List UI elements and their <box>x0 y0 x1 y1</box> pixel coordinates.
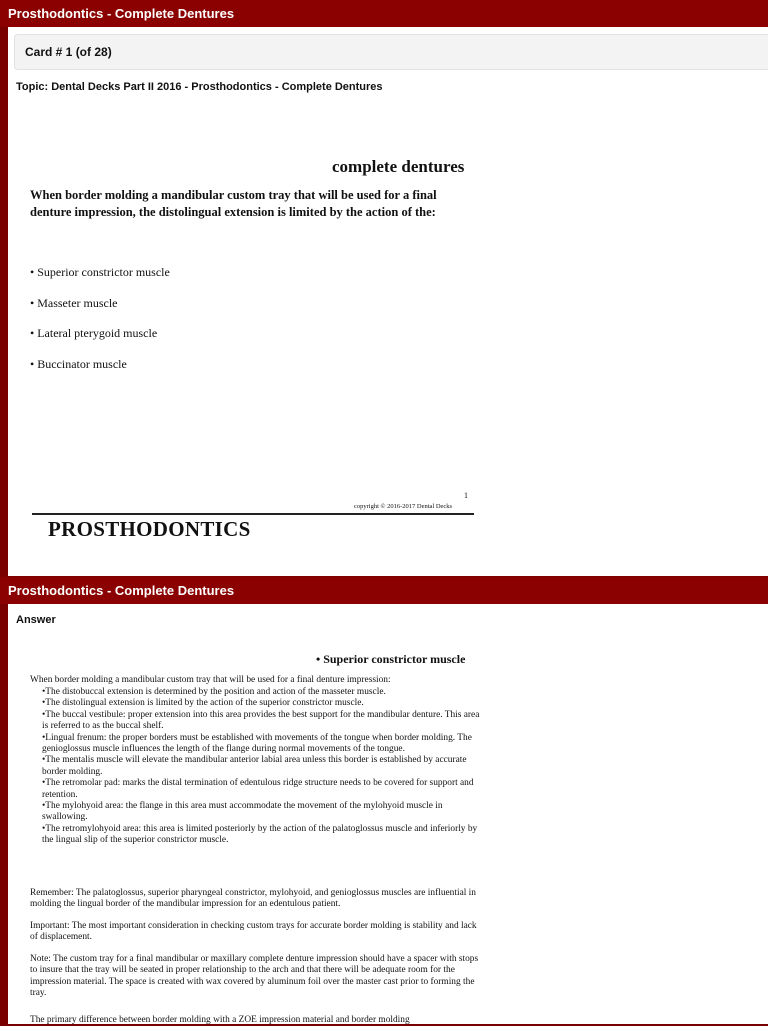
card-counter: Card # 1 (of 28) <box>14 34 768 70</box>
page-number: 1 <box>464 491 468 500</box>
list-item: • The distobuccal extension is determined by the position and action of the masseter muscle. <box>30 687 482 698</box>
answer-intro: When border molding a mandibular custom tray that will be used for a final denture impression: <box>30 675 391 685</box>
card-back-panel <box>0 577 768 1024</box>
option-item: • Lateral pterygoid muscle <box>30 326 158 340</box>
divider-rule <box>32 513 474 515</box>
copyright-notice: copyright © 2016-2017 Dental Decks <box>354 503 453 510</box>
list-item: • Lingual frenum: the proper borders must be established with movements of the tongue when border molding. The genioglossus muscle influences the length of the flange during normal movements of the tongue. <box>30 733 482 756</box>
list-item: • The retromolar pad: marks the distal termination of edentulous ridge structure needs to be covered for support and retention. <box>30 778 482 801</box>
list-item: • The retromylohyoid area: this area is limited posteriorly by the action of the palatoglossus muscle and inferiorly by the lingual slip of the superior constrictor muscle. <box>30 824 482 847</box>
list-item: • The buccal vestibule: proper extension into this area provides the best support for the mandibular denture. This area is referred to as the buccal shelf. <box>30 710 482 733</box>
list-item: • The mentalis muscle will elevate the mandibular anterior labial area unless this border is established by accurate border molding. <box>30 755 482 778</box>
option-item: • Buccinator muscle <box>30 356 127 371</box>
answer-label: Answer <box>16 614 56 626</box>
card-back-content <box>8 604 768 1024</box>
difference-paragraph: The primary difference between border molding with a ZOE impression material and border molding <box>30 1015 410 1025</box>
answer-options <box>30 265 170 387</box>
answer-bullet-list <box>30 687 482 847</box>
list-item: • The distolingual extension is limited by the action of the superior constrictor muscle. <box>30 698 482 709</box>
remember-paragraph: Remember: The palatoglossus, superior pharyngeal constrictor, mylohyoid, and genioglossus muscles are influential in molding the lingual border of the mandibular impression for an edentulous patient. <box>30 888 476 910</box>
important-paragraph: Important: The most important consideration in checking custom trays for accurate border molding is stability and lack of displacement. <box>30 921 477 943</box>
section-title: PROSTHODONTICS <box>48 517 251 541</box>
card-front-content <box>8 27 768 576</box>
answer-heading: • Superior constrictor muscle <box>316 652 466 666</box>
option-item: • Superior constrictor muscle <box>30 265 170 279</box>
topic-line: Topic: Dental Decks Part II 2016 - Prosthodontics - Complete Dentures <box>16 81 383 93</box>
option-item: • Masseter muscle <box>30 295 118 310</box>
list-item: • The mylohyoid area: the flange in this area must accommodate the movement of the mylohyoid muscle in swallowing. <box>30 801 482 824</box>
question-heading: complete dentures <box>332 157 465 176</box>
note-paragraph: Note: The custom tray for a final mandibular or maxillary complete denture impression should have a spacer with stops to insure that the tray will be seated in proper relationship to the arch and that there will be adequate room for the impression material. The space is created with wax covered by aluminum foil over the master cast prior to forming the tray. <box>30 954 479 999</box>
card-front-title: Prosthodontics - Complete Dentures <box>0 0 768 27</box>
card-back-title: Prosthodontics - Complete Dentures <box>0 577 768 604</box>
question-text: When border molding a mandibular custom tray that will be used for a final denture impression, the distolingual extension is limited by the action of the: <box>30 188 437 219</box>
